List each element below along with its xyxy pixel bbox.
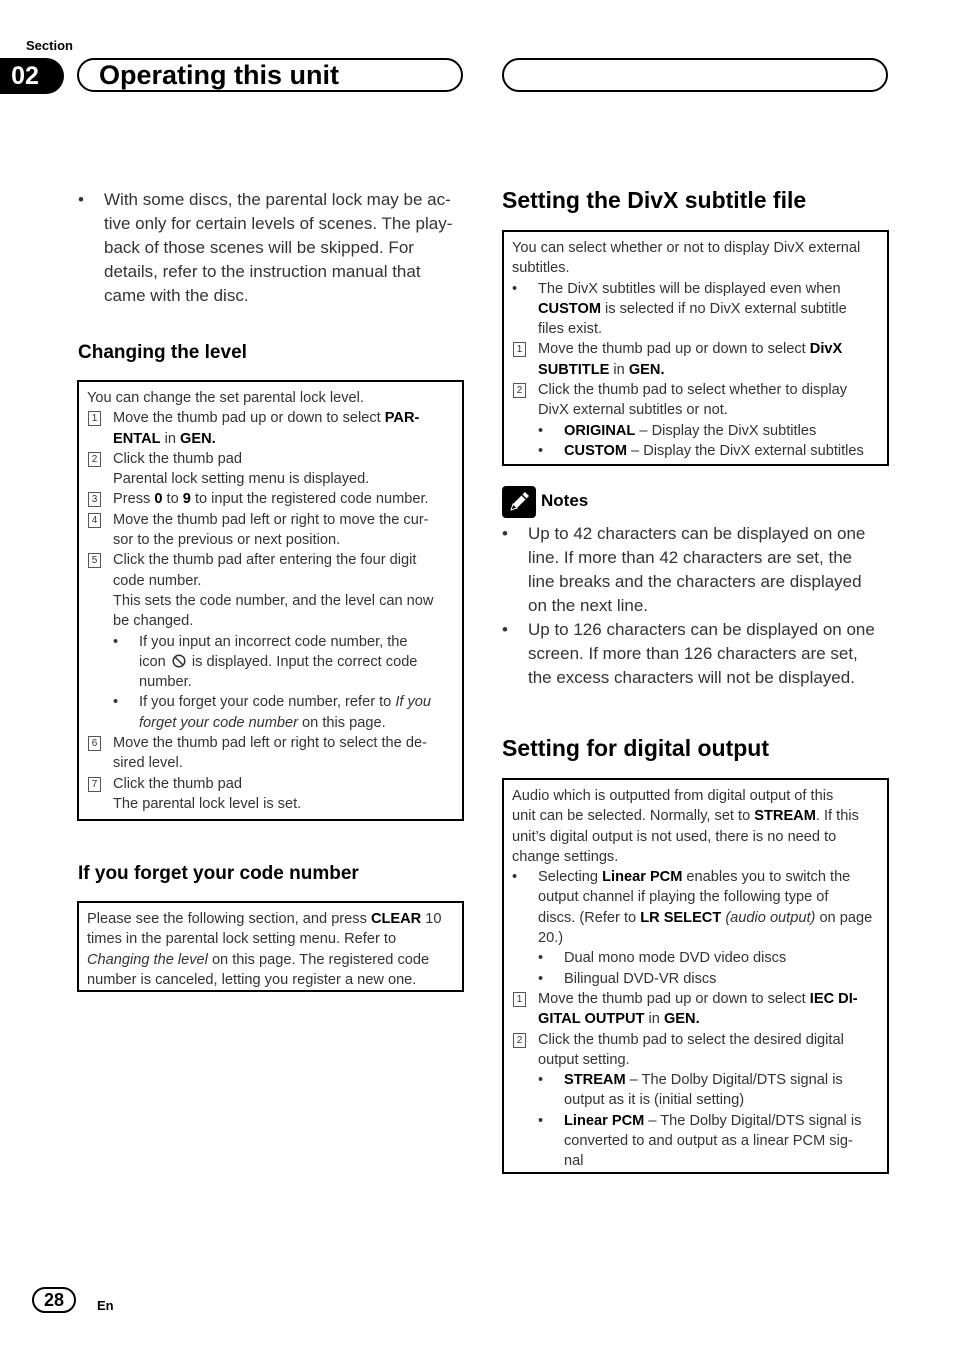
changing-level-box — [77, 380, 464, 821]
section-number: 02 — [0, 58, 64, 94]
divx-step-2: 2 Click the thumb pad to select whether to display DivX external subtitles or not. — [512, 380, 879, 421]
box-intro: You can change the set parental lock level. — [87, 390, 364, 406]
bullet: • — [538, 970, 544, 987]
step-6: 6 Move the thumb pad left or right to select the de- sired level. — [87, 733, 454, 774]
intro-line: details, refer to the instruction manual that — [104, 262, 421, 281]
step-number: 6 — [88, 736, 101, 751]
prohibited-icon — [172, 654, 186, 668]
step5-sub-bullet-2: • If you forget your code number, refer to If you forget your code number on this page. — [113, 694, 432, 731]
section-label: Section — [26, 38, 73, 53]
divx-step-1: 1 Move the thumb pad up or down to select DivX SUBTITLE in GEN. — [512, 339, 879, 380]
title-pill-empty — [502, 58, 888, 92]
step-number: 3 — [88, 492, 101, 507]
step-4: 4 Move the thumb pad left or right to move the cur- sor to the previous or next position. — [87, 510, 454, 551]
bullet: • — [78, 190, 84, 209]
bullet: • — [538, 1072, 544, 1089]
step-3: 3 Press 0 to 9 to input the registered code number. — [87, 489, 454, 509]
bullet: • — [502, 620, 508, 639]
step-number: 1 — [88, 411, 101, 426]
divx-option-original: • ORIGINAL – Display the DivX subtitles — [512, 421, 879, 441]
divx-bullet: • The DivX subtitles will be displayed even when CUSTOM is selected if no DivX external subtitle files exist. — [512, 280, 847, 338]
divx-heading: Setting the DivX subtitle file — [502, 187, 807, 213]
digital-sub-bullet: • Bilingual DVD-VR discs — [512, 969, 879, 989]
forget-code-box: Please see the following section, and press CLEAR 10 times in the parental lock setting menu. Refer to Changing the level on this page. The registered code number is canceled, letting you register a new one. — [77, 901, 464, 992]
bullet: • — [538, 950, 544, 967]
intro-line: came with the disc. — [104, 286, 249, 305]
bullet: • — [538, 442, 544, 459]
digital-option-linear-pcm: • Linear PCM – The Dolby Digital/DTS signal is converted to and output as a linear PCM sig- nal — [538, 1112, 862, 1170]
step-number: 7 — [88, 777, 101, 792]
digital-bullet: • Selecting Linear PCM enables you to switch the output channel if playing the following type of discs. (Refer to LR SELECT (audio output) on page 20.) — [512, 869, 873, 947]
step-1: 1 Move the thumb pad up or down to select PAR- ENTAL in GEN. — [87, 408, 454, 449]
forget-code-heading: If you forget your code number — [78, 863, 359, 884]
notes-heading: Notes — [541, 491, 589, 510]
digital-sub-bullet: • Dual mono mode DVD video discs — [512, 948, 879, 968]
step-number: 2 — [513, 383, 526, 398]
step-7: 7 Click the thumb pad The parental lock level is set. — [87, 774, 454, 815]
digital-option-stream: • STREAM – The Dolby Digital/DTS signal is output as it is (initial setting) — [538, 1072, 843, 1109]
language-label: En — [97, 1298, 114, 1313]
changing-level-heading: Changing the level — [78, 342, 247, 363]
intro-line: With some discs, the parental lock may be ac- — [104, 190, 451, 209]
intro-bullet — [78, 188, 468, 308]
bullet: • — [113, 633, 119, 650]
intro-line: tive only for certain levels of scenes. The play- — [104, 214, 453, 233]
digital-step-2: 2 Click the thumb pad to select the desired digital output setting. — [512, 1030, 879, 1071]
bullet: • — [512, 869, 518, 886]
bullet: • — [502, 524, 508, 543]
intro-line: back of those scenes will be skipped. For — [104, 238, 414, 257]
step-number: 5 — [88, 553, 101, 568]
digital-heading: Setting for digital output — [502, 735, 770, 761]
note-item: • Up to 126 characters can be displayed on one screen. If more than 126 characters are set, the excess characters will not be displayed. — [502, 620, 875, 687]
divx-box: You can select whether or not to display DivX external subtitles. • The DivX subtitles will be displayed even when CUSTOM is selected if no DivX external subtitle files exist. 1 Move the thumb pad up or down to select DivX SUBTITLE in GEN. 2 Click the thumb pad to select whether to display DivX external subtitles or not. • ORIGINAL – Display the DivX subtitles • CUSTOM – Display the DivX external subtitles — [502, 230, 889, 466]
digital-box: Audio which is outputted from digital output of this unit can be selected. Normally, set to STREAM. If this unit’s digital output is not used, there is no need to change settings. • Selecting Linear PCM enables you to switch the output channel if playing the following type of discs. (Refer to LR SELECT (audio output) on page 20.) • Dual mono mode DVD video discs • Bilingual DVD-VR discs 1 Move the thumb pad up or down to select IEC DI- GITAL OUTPUT in GEN. 2 Click the thumb pad to select the desired digital output setting. • STREAM – The Dolby Digital/DTS signal is output as it is (initial setting) • Linear PCM – The Dolby Digital/DTS signal is converted to and output as a linear PCM sig- nal — [502, 778, 889, 1174]
step5-sub-bullet-1: • If you input an incorrect code number, the icon is displayed. Input the correct code number. — [113, 633, 418, 691]
step-number: 2 — [513, 1033, 526, 1048]
step-number: 2 — [88, 452, 101, 467]
page-title: Operating this unit — [77, 58, 463, 92]
step-2: 2 Click the thumb pad Parental lock setting menu is displayed. — [87, 449, 454, 490]
pencil-icon — [502, 486, 536, 518]
note-item: • Up to 42 characters can be displayed on one line. If more than 42 characters are set, the line breaks and the characters are displayed on the next line. — [502, 524, 866, 615]
page-number: 28 — [32, 1287, 76, 1313]
digital-step-1: 1 Move the thumb pad up or down to select IEC DI- GITAL OUTPUT in GEN. — [512, 989, 879, 1030]
divx-option-custom: • CUSTOM – Display the DivX external subtitles — [512, 441, 879, 461]
bullet: • — [538, 1112, 544, 1129]
bullet: • — [512, 280, 518, 297]
step-5: 5 Click the thumb pad after entering the four digit code number. This sets the code number, and the level can now be changed. — [87, 550, 454, 631]
notes-list — [502, 522, 892, 690]
bullet: • — [113, 694, 119, 711]
step-number: 1 — [513, 342, 526, 357]
step-number: 4 — [88, 513, 101, 528]
bullet: • — [538, 422, 544, 439]
step-number: 1 — [513, 992, 526, 1007]
